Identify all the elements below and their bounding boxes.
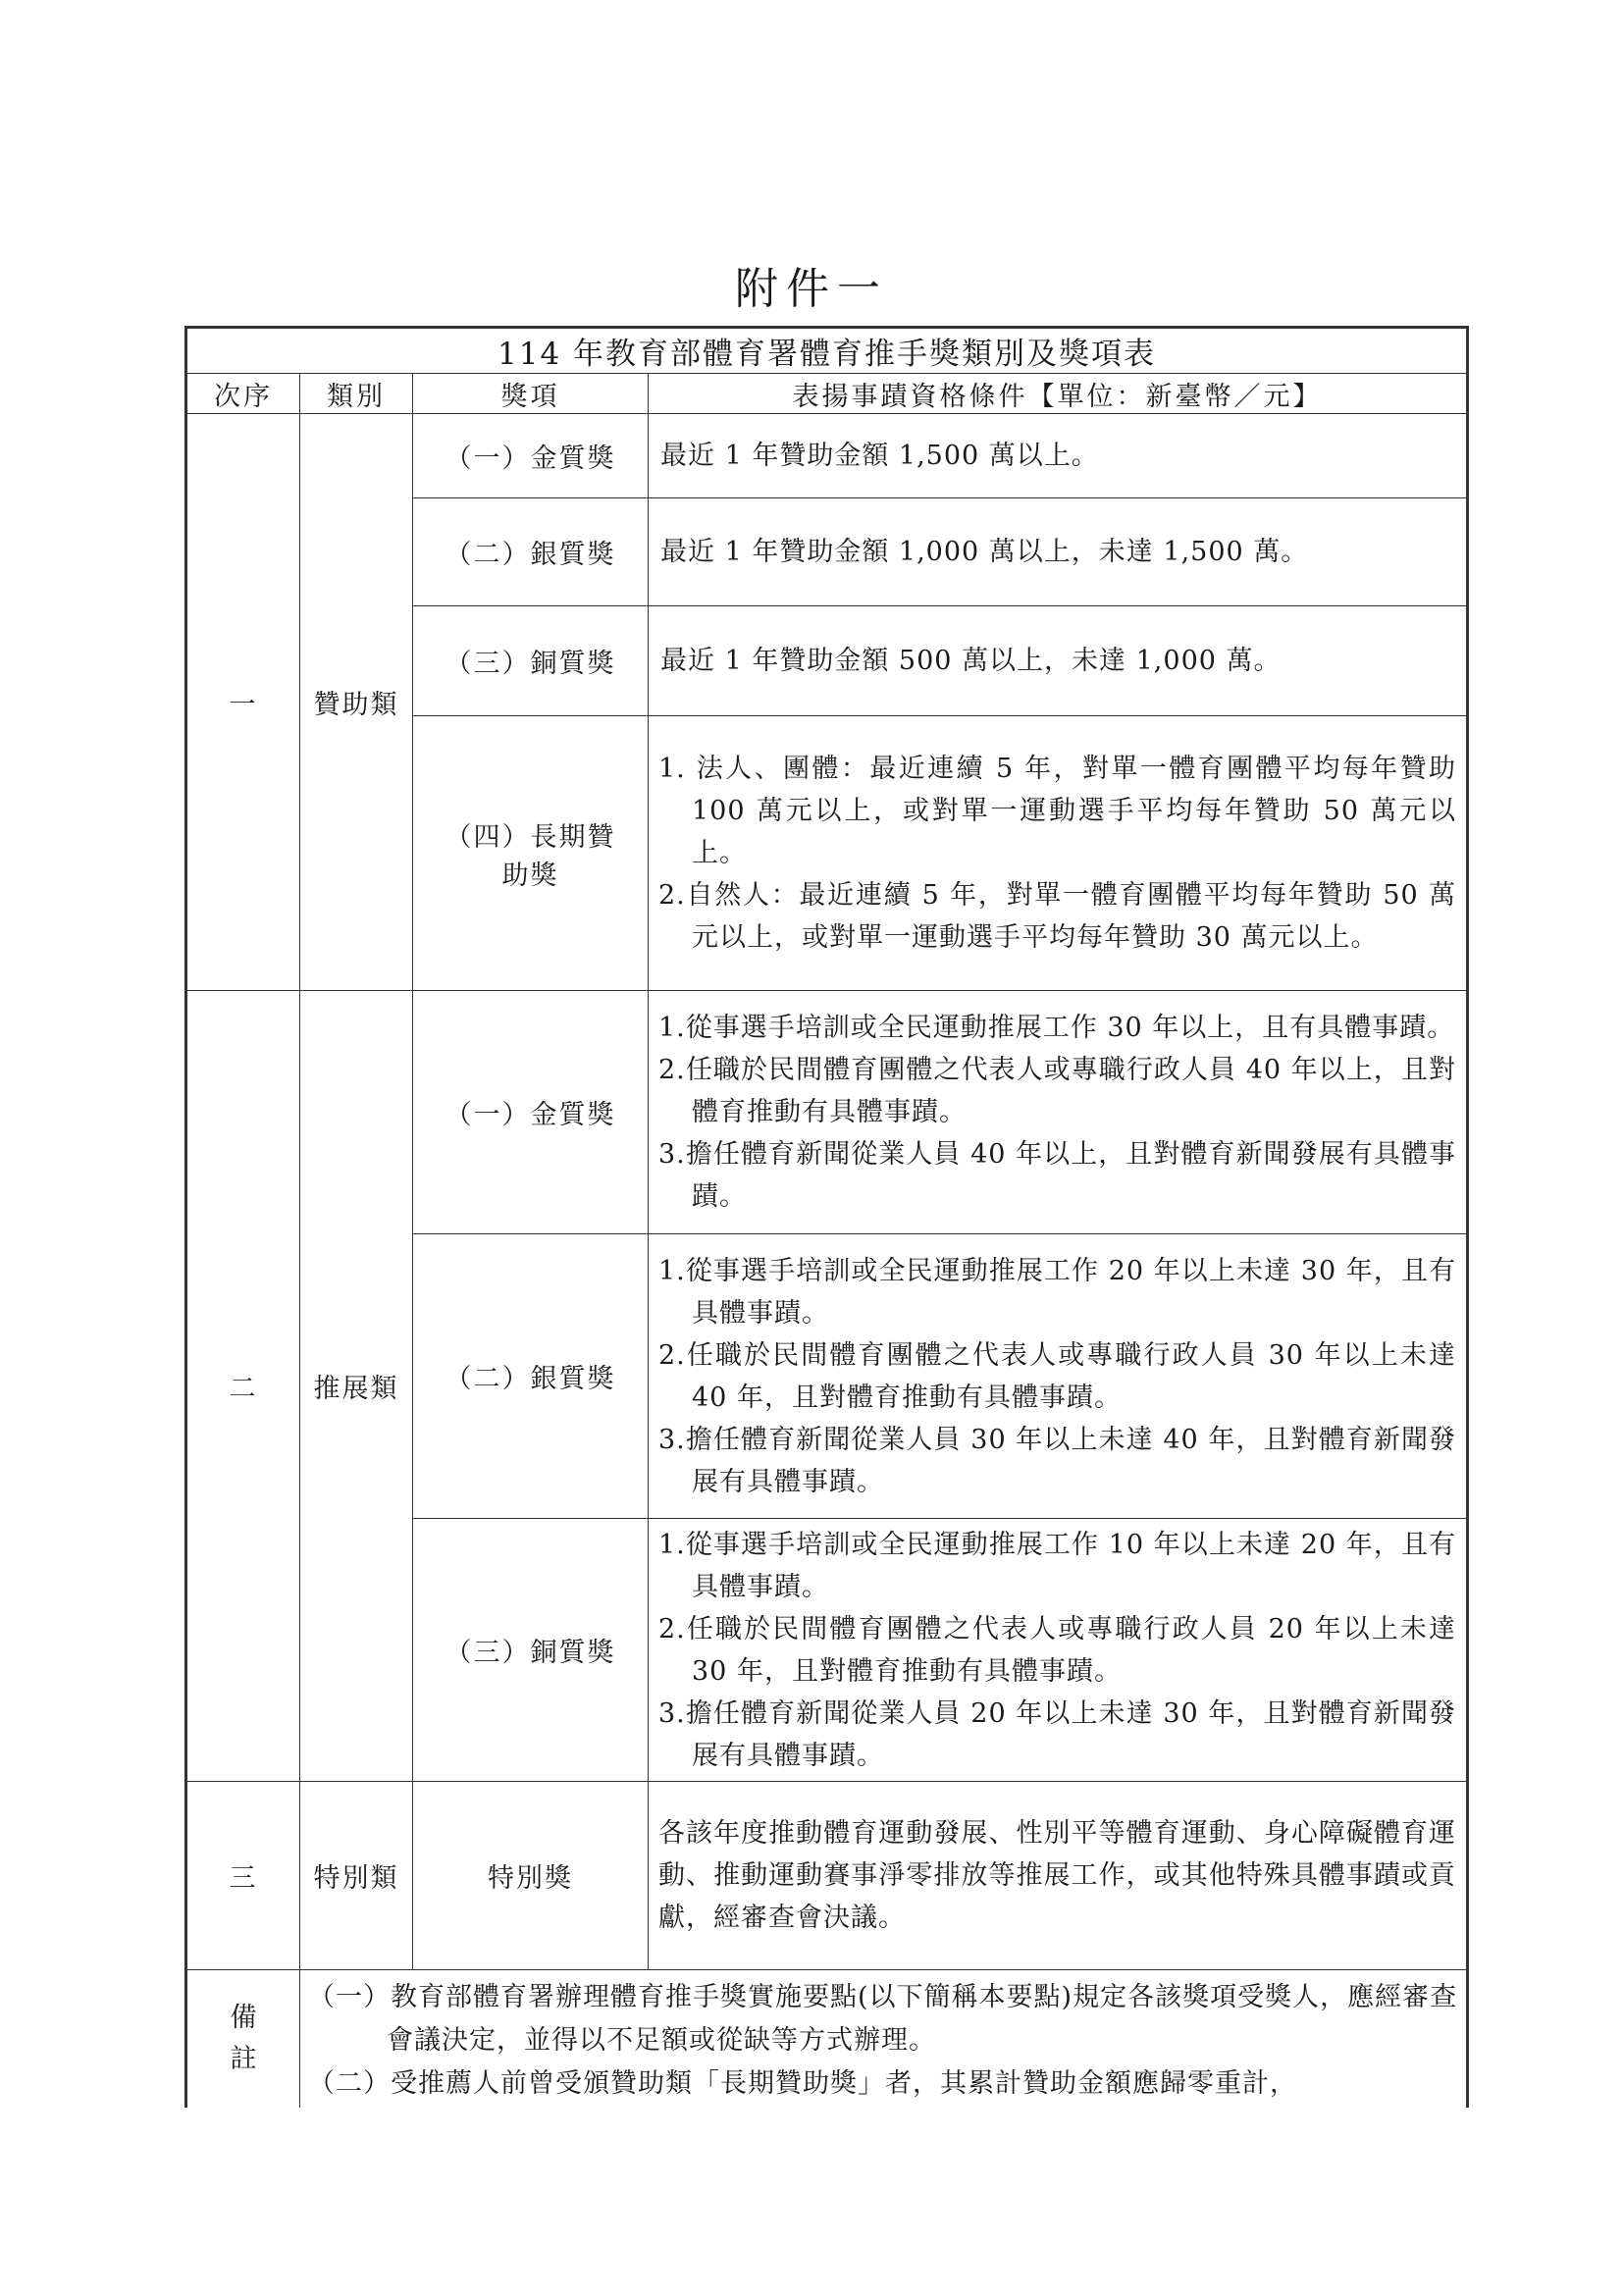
condition-item: 1.從事選手培訓或全民運動推展工作 30 年以上，且有具體事蹟。	[658, 1013, 1455, 1043]
note-item: （一）教育部體育署辦理體育推手獎實施要點(以下簡稱本要點)規定各該獎項受獎人，應經審查會議決定，並得以不足額或從缺等方式辦理。	[308, 1982, 1458, 2056]
section-order: 三	[186, 1782, 300, 1970]
award-name: （三）銅質獎	[413, 1519, 649, 1782]
award-conditions	[649, 716, 1468, 991]
award-condition: 各該年度推動體育運動發展、性別平等體育運動、身心障礙體育運動、推動運動賽事淨零排放等推展工作，或其他特殊具體事蹟或貢獻，經審查會決議。	[649, 1782, 1468, 1970]
award-name: 特別獎	[413, 1782, 649, 1970]
award-conditions	[649, 991, 1468, 1234]
notes-row	[186, 1970, 1468, 2108]
header-conditions: 表揚事蹟資格條件【單位：新臺幣／元】	[649, 374, 1468, 414]
condition-item: 3.擔任體育新聞從業人員 30 年以上未達 40 年，且對體育新聞發展有具體事蹟。	[658, 1424, 1457, 1497]
condition-item: 2.任職於民間體育團體之代表人或專職行政人員 30 年以上未達 40 年，且對體育推動有具體事蹟。	[658, 1339, 1457, 1413]
award-conditions	[649, 1234, 1468, 1519]
award-name: （一）金質獎	[413, 414, 649, 498]
condition-item: 1.從事選手培訓或全民運動推展工作 20 年以上未達 30 年，且有具體事蹟。	[658, 1255, 1457, 1329]
table-caption: 114 年教育部體育署體育推手獎類別及獎項表	[186, 328, 1468, 374]
header-award: 獎項	[413, 374, 649, 414]
table-caption-row	[186, 328, 1468, 374]
section-order: 一	[186, 414, 300, 991]
section-category: 贊助類	[300, 414, 413, 991]
condition-item: 2.自然人：最近連續 5 年，對單一體育團體平均每年贊助 50 萬元以上，或對單一運動選手平均每年贊助 30 萬元以上。	[658, 880, 1457, 953]
award-name: （三）銅質獎	[413, 606, 649, 716]
award-table	[184, 326, 1469, 2108]
award-name: （二）銀質獎	[413, 1234, 649, 1519]
header-order: 次序	[186, 374, 300, 414]
condition-item: 1. 法人、團體：最近連續 5 年，對單一體育團體平均每年贊助 100 萬元以上，或對單一運動選手平均每年贊助 50 萬元以上。	[658, 754, 1457, 868]
award-condition: 最近 1 年贊助金額 500 萬以上，未達 1,000 萬。	[649, 606, 1468, 716]
header-category: 類別	[300, 374, 413, 414]
award-name: （二）銀質獎	[413, 498, 649, 606]
table-row	[186, 414, 1468, 498]
award-condition: 最近 1 年贊助金額 1,000 萬以上，未達 1,500 萬。	[649, 498, 1468, 606]
notes-content	[300, 1970, 1468, 2108]
condition-item: 3.擔任體育新聞從業人員 40 年以上，且對體育新聞發展有具體事蹟。	[658, 1139, 1457, 1212]
section-category: 特別類	[300, 1782, 413, 1970]
table-header-row	[186, 374, 1468, 414]
award-name: （一）金質獎	[413, 991, 649, 1234]
section-category: 推展類	[300, 991, 413, 1782]
award-conditions	[649, 1519, 1468, 1782]
attachment-title: 附件一	[735, 264, 888, 314]
table-row	[186, 991, 1468, 1234]
condition-item: 2.任職於民間體育團體之代表人或專職行政人員 20 年以上未達 30 年，且對體育推動有具體事蹟。	[658, 1613, 1457, 1687]
award-name: （四）長期贊助獎	[413, 716, 649, 991]
section-order: 二	[186, 991, 300, 1782]
condition-item: 3.擔任體育新聞從業人員 20 年以上未達 30 年，且對體育新聞發展有具體事蹟。	[658, 1697, 1457, 1771]
notes-label: 備註	[186, 1970, 300, 2108]
condition-item: 2.任職於民間體育團體之代表人或專職行政人員 40 年以上，且對體育推動有具體事蹟。	[658, 1055, 1457, 1127]
table-row	[186, 1782, 1468, 1970]
note-item: （二）受推薦人前曾受頒贊助類「長期贊助獎」者，其累計贊助金額應歸零重計，	[308, 2068, 1297, 2099]
condition-item: 1.從事選手培訓或全民運動推展工作 10 年以上未達 20 年，且有具體事蹟。	[658, 1529, 1457, 1602]
award-condition: 最近 1 年贊助金額 1,500 萬以上。	[649, 414, 1468, 498]
